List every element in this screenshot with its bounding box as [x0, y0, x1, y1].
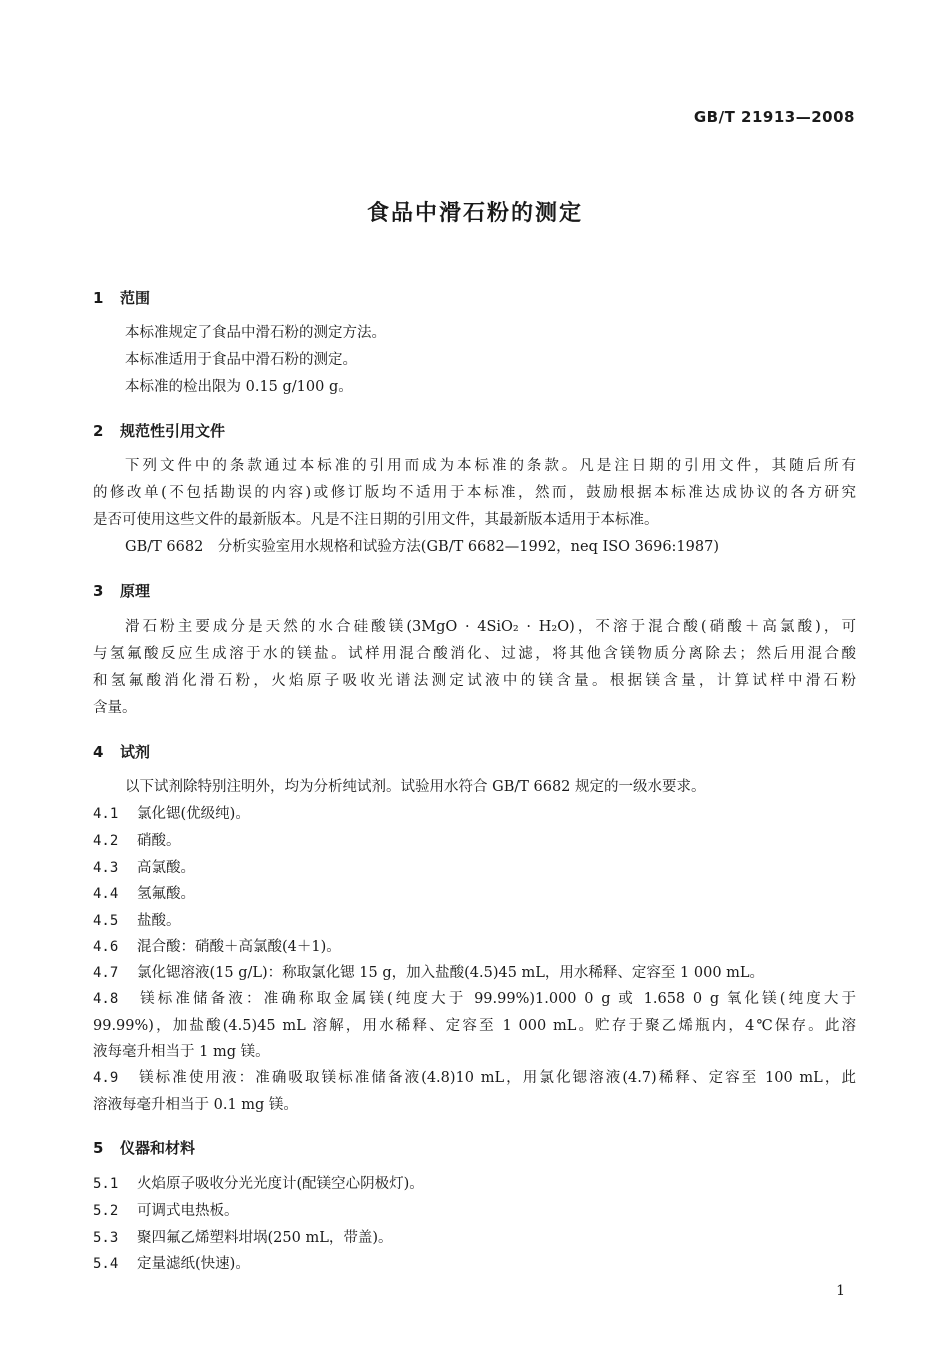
list-item: 4.1 氯化锶(优级纯)。: [93, 806, 250, 822]
standard-number: GB/T 21913—2008: [693, 108, 855, 126]
section-heading-principle: [93, 580, 150, 601]
list-item: 4.5 盐酸。: [93, 913, 181, 929]
section-heading-scope: [93, 287, 150, 308]
section-heading-apparatus: [93, 1137, 195, 1158]
section-title: 范围: [120, 289, 151, 307]
paragraph-line: 是否可使用这些文件的最新版本。凡是不注日期的引用文件，其最新版本适用于本标准。: [93, 512, 659, 528]
section-number: 3: [93, 582, 104, 600]
section-number: 2: [93, 422, 104, 440]
list-item: 4.7 氯化锶溶液(15 g/L)：称取氯化锶 15 g，加入盐酸(4.5)45 mL，用水稀释、定容至 1 000 mL。: [93, 965, 765, 981]
paragraph-line: 本标准的检出限为 0.15 g/100 g。: [125, 379, 353, 395]
paragraph-line: 下列文件中的条款通过本标准的引用而成为本标准的条款。凡是注日期的引用文件，其随后所有: [125, 458, 856, 474]
paragraph-line: 滑石粉主要成分是天然的水合硅酸镁(3MgO · 4SiO₂ · H₂O)，不溶于混合酸(硝酸＋高氯酸)，可: [125, 619, 856, 635]
section-heading-normative-references: [93, 420, 225, 441]
paragraph-line: 本标准规定了食品中滑石粉的测定方法。: [125, 325, 386, 341]
list-item: 5.2 可调式电热板。: [93, 1203, 239, 1219]
list-item: 4.6 混合酸：硝酸＋高氯酸(4＋1)。: [93, 939, 341, 955]
page-number: 1: [836, 1283, 845, 1299]
section-title: 仪器和材料: [120, 1139, 196, 1157]
section-number: 1: [93, 289, 104, 307]
list-item: 5.1 火焰原子吸收分光光度计(配镁空心阴极灯)。: [93, 1176, 424, 1192]
document-title: 食品中滑石粉的测定: [366, 201, 583, 226]
paragraph-line: 本标准适用于食品中滑石粉的测定。: [125, 352, 357, 368]
paragraph-line: 的修改单(不包括勘误的内容)或修订版均不适用于本标准，然而，鼓励根据本标准达成协议的各方研究: [93, 485, 856, 501]
list-item: 4.9 镁标准使用液：准确吸取镁标准储备液(4.8)10 mL，用氯化锶溶液(4.7)稀释、定容至 100 mL，此: [93, 1070, 856, 1086]
paragraph-line: 含量。: [93, 700, 137, 716]
list-item-continuation: 溶液每毫升相当于 0.1 mg 镁。: [93, 1097, 298, 1113]
list-item: 4.8 镁标准储备液：准确称取金属镁(纯度大于 99.99%)1.000 0 g 或 1.658 0 g 氧化镁(纯度大于: [93, 991, 856, 1007]
section-heading-reagents: [93, 741, 150, 762]
paragraph-line: 以下试剂除特别注明外，均为分析纯试剂。试验用水符合 GB/T 6682 规定的一级水要求。: [125, 779, 706, 795]
list-item: 4.2 硝酸。: [93, 833, 181, 849]
list-item-continuation: 液每毫升相当于 1 mg 镁。: [93, 1044, 270, 1060]
paragraph-line: 和氢氟酸消化滑石粉，火焰原子吸收光谱法测定试液中的镁含量。根据镁含量，计算试样中滑石粉: [93, 673, 856, 689]
section-number: 4: [93, 743, 104, 761]
reference-line: GB/T 6682 分析实验室用水规格和试验方法(GB/T 6682—1992，neq ISO 3696:1987): [125, 539, 719, 555]
section-title: 原理: [120, 582, 151, 600]
paragraph-line: 与氢氟酸反应生成溶于水的镁盐。试样用混合酸消化、过滤，将其他含镁物质分离除去；然后用混合酸: [93, 646, 856, 662]
list-item: 5.3 聚四氟乙烯塑料坩埚(250 mL，带盖)。: [93, 1230, 393, 1246]
section-title: 试剂: [120, 743, 151, 761]
section-number: 5: [93, 1139, 104, 1157]
list-item-continuation: 99.99%)，加盐酸(4.5)45 mL 溶解，用水稀释、定容至 1 000 mL。贮存于聚乙烯瓶内，4℃保存。此溶: [93, 1018, 856, 1034]
list-item: 4.4 氢氟酸。: [93, 886, 195, 902]
section-title: 规范性引用文件: [120, 422, 226, 440]
list-item: 5.4 定量滤纸(快速)。: [93, 1256, 250, 1272]
list-item: 4.3 高氯酸。: [93, 860, 195, 876]
